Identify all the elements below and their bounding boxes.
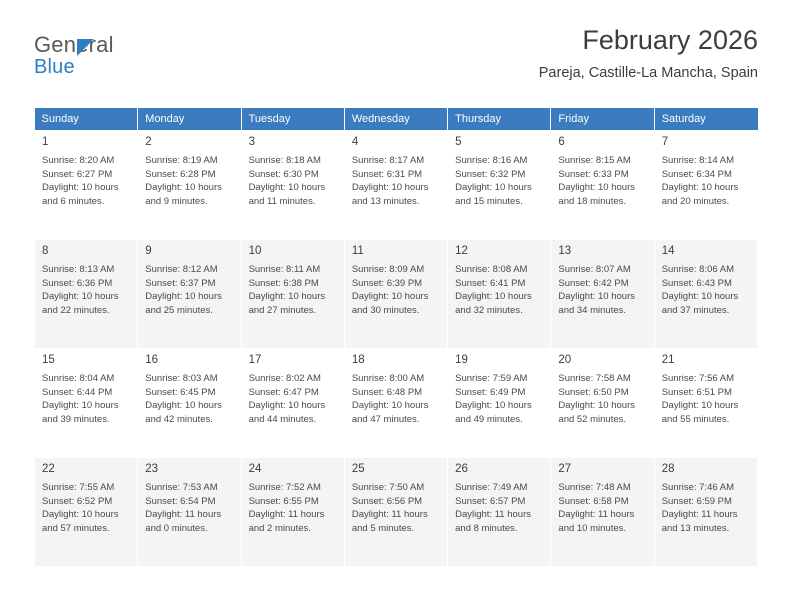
- logo-secondary-text: Blue: [34, 56, 75, 78]
- weekday-header-friday: Friday: [551, 108, 654, 131]
- day-detail-line: Sunset: 6:32 PM: [455, 168, 526, 180]
- calendar-day-cell[interactable]: [241, 240, 344, 349]
- location-subtitle: Pareja, Castille-La Mancha, Spain: [538, 64, 758, 81]
- calendar-day-cell[interactable]: [448, 349, 551, 458]
- logo-primary-text: General: [34, 32, 114, 57]
- day-detail-line: Sunset: 6:34 PM: [661, 168, 732, 180]
- day-detail-line: and 37 minutes.: [661, 304, 730, 316]
- day-detail-line: and 20 minutes.: [661, 195, 730, 207]
- day-detail-line: Daylight: 10 hours: [42, 291, 119, 303]
- calendar-day-cell[interactable]: [344, 349, 447, 458]
- day-number: 15: [42, 354, 55, 366]
- day-detail-line: and 52 minutes.: [558, 413, 627, 425]
- day-detail-line: Sunset: 6:57 PM: [455, 495, 526, 507]
- day-detail-line: and 57 minutes.: [42, 522, 110, 534]
- day-detail-line: Daylight: 10 hours: [248, 291, 326, 303]
- day-detail-line: and 44 minutes.: [248, 413, 317, 425]
- day-detail-line: Daylight: 10 hours: [248, 182, 326, 194]
- calendar-day-cell[interactable]: [654, 240, 757, 349]
- calendar-day-cell[interactable]: [35, 131, 138, 240]
- calendar-day-cell[interactable]: [138, 240, 241, 349]
- calendar-day-cell[interactable]: [35, 458, 138, 567]
- day-detail-line: Sunrise: 8:15 AM: [558, 155, 631, 166]
- day-detail-line: Sunset: 6:50 PM: [558, 386, 629, 398]
- day-detail-line: Sunset: 6:30 PM: [248, 168, 319, 180]
- day-detail-line: Sunrise: 7:53 AM: [145, 482, 218, 493]
- day-number: 4: [351, 136, 359, 148]
- day-detail-line: Sunset: 6:55 PM: [248, 495, 319, 507]
- day-number: 1: [42, 136, 49, 148]
- day-detail-line: Daylight: 10 hours: [42, 182, 119, 194]
- calendar-day-cell[interactable]: [654, 458, 757, 567]
- day-detail-line: and 30 minutes.: [351, 304, 420, 316]
- day-number: 11: [351, 245, 364, 257]
- calendar-day-cell[interactable]: [241, 458, 344, 567]
- calendar-day-cell[interactable]: [551, 458, 654, 567]
- calendar-day-cell[interactable]: [551, 240, 654, 349]
- day-detail-line: Sunset: 6:43 PM: [661, 277, 732, 289]
- day-detail-line: Sunrise: 8:00 AM: [351, 373, 425, 384]
- day-detail-line: Sunrise: 8:20 AM: [42, 155, 115, 166]
- day-number: 28: [661, 463, 675, 475]
- day-detail-line: Sunrise: 7:55 AM: [42, 482, 115, 493]
- day-detail-line: Sunset: 6:33 PM: [558, 168, 629, 180]
- calendar-day-cell[interactable]: [138, 131, 241, 240]
- day-detail-line: Daylight: 10 hours: [455, 291, 532, 303]
- calendar-table: [34, 108, 758, 567]
- day-detail-line: and 13 minutes.: [351, 195, 420, 207]
- day-detail-line: Sunrise: 8:16 AM: [455, 155, 528, 166]
- calendar-day-cell[interactable]: [344, 458, 447, 567]
- day-detail-line: and 11 minutes.: [248, 195, 316, 207]
- page-header: [34, 26, 758, 88]
- day-number: 8: [42, 245, 49, 257]
- day-detail-line: Sunrise: 8:12 AM: [145, 264, 218, 275]
- day-detail-line: Daylight: 11 hours: [248, 509, 325, 521]
- day-detail-line: Daylight: 11 hours: [558, 509, 635, 521]
- day-detail-line: Daylight: 10 hours: [661, 400, 739, 412]
- day-number: 7: [661, 136, 669, 148]
- day-detail-line: Daylight: 10 hours: [42, 400, 119, 412]
- day-detail-line: Sunrise: 7:50 AM: [351, 482, 425, 493]
- logo-secondary-row: [34, 57, 114, 77]
- calendar-day-cell[interactable]: [448, 458, 551, 567]
- day-number: 10: [248, 245, 262, 257]
- day-detail-line: Sunrise: 8:04 AM: [42, 373, 115, 384]
- day-detail-line: Sunrise: 7:56 AM: [661, 373, 735, 384]
- day-detail-line: Daylight: 10 hours: [558, 182, 635, 194]
- day-detail-line: Daylight: 10 hours: [42, 509, 119, 521]
- day-detail-line: and 10 minutes.: [558, 522, 627, 534]
- calendar-day-cell[interactable]: [654, 349, 757, 458]
- day-detail-line: Sunrise: 7:52 AM: [248, 482, 321, 493]
- day-number: 3: [248, 136, 255, 148]
- day-detail-line: Daylight: 11 hours: [145, 509, 222, 521]
- day-detail-line: and 34 minutes.: [558, 304, 627, 316]
- day-number: 26: [455, 463, 468, 475]
- weekday-header-saturday: Saturday: [654, 108, 757, 131]
- day-number: 9: [145, 245, 152, 257]
- calendar-day-cell[interactable]: [241, 131, 344, 240]
- day-detail-line: Sunset: 6:49 PM: [455, 386, 526, 398]
- day-detail-line: and 8 minutes.: [455, 522, 518, 534]
- logo: [34, 26, 114, 77]
- day-detail-line: Sunrise: 7:48 AM: [558, 482, 631, 493]
- day-detail-line: Sunset: 6:27 PM: [42, 168, 113, 180]
- weekday-header-tuesday: Tuesday: [241, 108, 344, 131]
- day-detail-line: Sunrise: 8:09 AM: [351, 264, 425, 275]
- day-detail-line: Sunrise: 8:07 AM: [558, 264, 631, 275]
- day-number: 12: [455, 245, 468, 257]
- day-detail-line: Sunrise: 8:06 AM: [661, 264, 735, 275]
- calendar-day-cell[interactable]: [138, 349, 241, 458]
- day-number: 20: [558, 354, 572, 366]
- day-detail-line: and 47 minutes.: [351, 413, 420, 425]
- day-number: 6: [558, 136, 565, 148]
- day-detail-line: and 2 minutes.: [248, 522, 311, 534]
- calendar-day-cell[interactable]: [448, 240, 551, 349]
- calendar-day-cell[interactable]: [35, 240, 138, 349]
- day-detail-line: Sunrise: 7:58 AM: [558, 373, 631, 384]
- calendar-body: [35, 131, 758, 567]
- day-number: 16: [145, 354, 159, 366]
- day-detail-line: Sunset: 6:54 PM: [145, 495, 216, 507]
- day-detail-line: and 13 minutes.: [661, 522, 730, 534]
- calendar-day-cell[interactable]: [35, 349, 138, 458]
- weekday-header-sunday: Sunday: [35, 108, 138, 131]
- day-detail-line: and 18 minutes.: [558, 195, 627, 207]
- day-detail-line: Sunset: 6:59 PM: [661, 495, 732, 507]
- day-detail-line: Daylight: 10 hours: [145, 400, 222, 412]
- day-detail-line: Daylight: 10 hours: [455, 400, 532, 412]
- calendar-day-cell[interactable]: [344, 131, 447, 240]
- day-detail-line: Daylight: 10 hours: [558, 291, 635, 303]
- day-detail-line: Sunset: 6:56 PM: [351, 495, 423, 507]
- day-detail-line: Sunrise: 7:49 AM: [455, 482, 528, 493]
- day-detail-line: Daylight: 10 hours: [145, 291, 222, 303]
- day-detail-line: Sunrise: 8:19 AM: [145, 155, 218, 166]
- day-detail-line: Daylight: 11 hours: [661, 509, 738, 521]
- day-detail-line: and 49 minutes.: [455, 413, 523, 425]
- day-detail-line: Sunrise: 8:03 AM: [145, 373, 218, 384]
- day-detail-line: and 5 minutes.: [351, 522, 415, 534]
- day-detail-line: Sunset: 6:38 PM: [248, 277, 319, 289]
- day-detail-line: Daylight: 10 hours: [351, 400, 429, 412]
- day-number: 21: [661, 354, 675, 366]
- day-number: 23: [145, 463, 159, 475]
- day-detail-line: Sunset: 6:47 PM: [248, 386, 319, 398]
- day-detail-line: Sunrise: 8:13 AM: [42, 264, 115, 275]
- calendar-day-cell[interactable]: [654, 131, 757, 240]
- day-number: 24: [248, 463, 262, 475]
- day-detail-line: Daylight: 10 hours: [145, 182, 222, 194]
- day-number: 17: [248, 354, 262, 366]
- weekday-header-monday: Monday: [138, 108, 241, 131]
- day-detail-line: Daylight: 10 hours: [351, 291, 429, 303]
- day-detail-line: Sunset: 6:36 PM: [42, 277, 113, 289]
- day-detail-line: Sunrise: 8:17 AM: [351, 155, 425, 166]
- day-detail-line: Sunrise: 8:18 AM: [248, 155, 321, 166]
- day-detail-line: Sunset: 6:58 PM: [558, 495, 629, 507]
- day-detail-line: Sunrise: 8:08 AM: [455, 264, 528, 275]
- day-detail-line: Sunrise: 8:02 AM: [248, 373, 321, 384]
- day-detail-line: and 32 minutes.: [455, 304, 523, 316]
- day-detail-line: Daylight: 10 hours: [558, 400, 635, 412]
- day-detail-line: Sunset: 6:45 PM: [145, 386, 216, 398]
- day-number: 22: [42, 463, 55, 475]
- title-block: [539, 26, 758, 81]
- day-detail-line: and 25 minutes.: [145, 304, 213, 316]
- day-detail-line: Sunrise: 7:59 AM: [455, 373, 528, 384]
- day-detail-line: Daylight: 10 hours: [661, 291, 739, 303]
- day-number: 19: [455, 354, 468, 366]
- day-detail-line: Sunset: 6:28 PM: [145, 168, 216, 180]
- day-detail-line: Sunset: 6:39 PM: [351, 277, 423, 289]
- day-detail-line: Daylight: 11 hours: [351, 509, 428, 521]
- day-number: 27: [558, 463, 572, 475]
- day-detail-line: Sunrise: 8:14 AM: [661, 155, 735, 166]
- calendar-day-cell[interactable]: [551, 131, 654, 240]
- calendar-week-row: [35, 131, 758, 240]
- calendar-week-row: [35, 458, 758, 567]
- calendar-day-cell[interactable]: [448, 131, 551, 240]
- day-number: 18: [351, 354, 365, 366]
- day-number: 13: [558, 245, 572, 257]
- day-detail-line: Daylight: 10 hours: [351, 182, 429, 194]
- day-detail-line: and 22 minutes.: [42, 304, 110, 316]
- day-detail-line: and 39 minutes.: [42, 413, 110, 425]
- day-detail-line: Daylight: 11 hours: [455, 509, 531, 521]
- triangle-mark-icon: [77, 39, 94, 56]
- calendar-week-row: [35, 240, 758, 349]
- day-detail-line: Sunrise: 7:46 AM: [661, 482, 735, 493]
- day-detail-line: and 9 minutes.: [145, 195, 208, 207]
- day-number: 2: [145, 136, 152, 148]
- calendar-week-row: [35, 349, 758, 458]
- day-detail-line: and 55 minutes.: [661, 413, 730, 425]
- day-detail-line: Sunset: 6:44 PM: [42, 386, 113, 398]
- day-detail-line: Sunset: 6:52 PM: [42, 495, 113, 507]
- day-detail-line: Sunset: 6:31 PM: [351, 168, 423, 180]
- day-detail-line: and 15 minutes.: [455, 195, 523, 207]
- page-title: February 2026: [582, 25, 758, 55]
- day-detail-line: Sunset: 6:42 PM: [558, 277, 629, 289]
- day-detail-line: Daylight: 10 hours: [455, 182, 532, 194]
- day-detail-line: Sunset: 6:41 PM: [455, 277, 526, 289]
- day-detail-line: Sunset: 6:37 PM: [145, 277, 216, 289]
- day-number: 14: [661, 245, 675, 257]
- weekday-header-wednesday: Wednesday: [344, 108, 447, 131]
- day-detail-line: Sunrise: 8:11 AM: [248, 264, 321, 275]
- day-detail-line: Daylight: 10 hours: [248, 400, 326, 412]
- day-number: 25: [351, 463, 365, 475]
- calendar-day-cell[interactable]: [551, 349, 654, 458]
- day-detail-line: and 0 minutes.: [145, 522, 208, 534]
- calendar-day-cell[interactable]: [138, 458, 241, 567]
- day-detail-line: and 42 minutes.: [145, 413, 213, 425]
- day-detail-line: Sunset: 6:51 PM: [661, 386, 732, 398]
- day-detail-line: and 6 minutes.: [42, 195, 105, 207]
- weekday-header-row: [35, 108, 758, 131]
- day-number: 5: [455, 136, 462, 148]
- calendar-day-cell[interactable]: [241, 349, 344, 458]
- day-detail-line: Daylight: 10 hours: [661, 182, 739, 194]
- weekday-header-thursday: Thursday: [448, 108, 551, 131]
- day-detail-line: Sunset: 6:48 PM: [351, 386, 423, 398]
- day-detail-line: and 27 minutes.: [248, 304, 317, 316]
- calendar-day-cell[interactable]: [344, 240, 447, 349]
